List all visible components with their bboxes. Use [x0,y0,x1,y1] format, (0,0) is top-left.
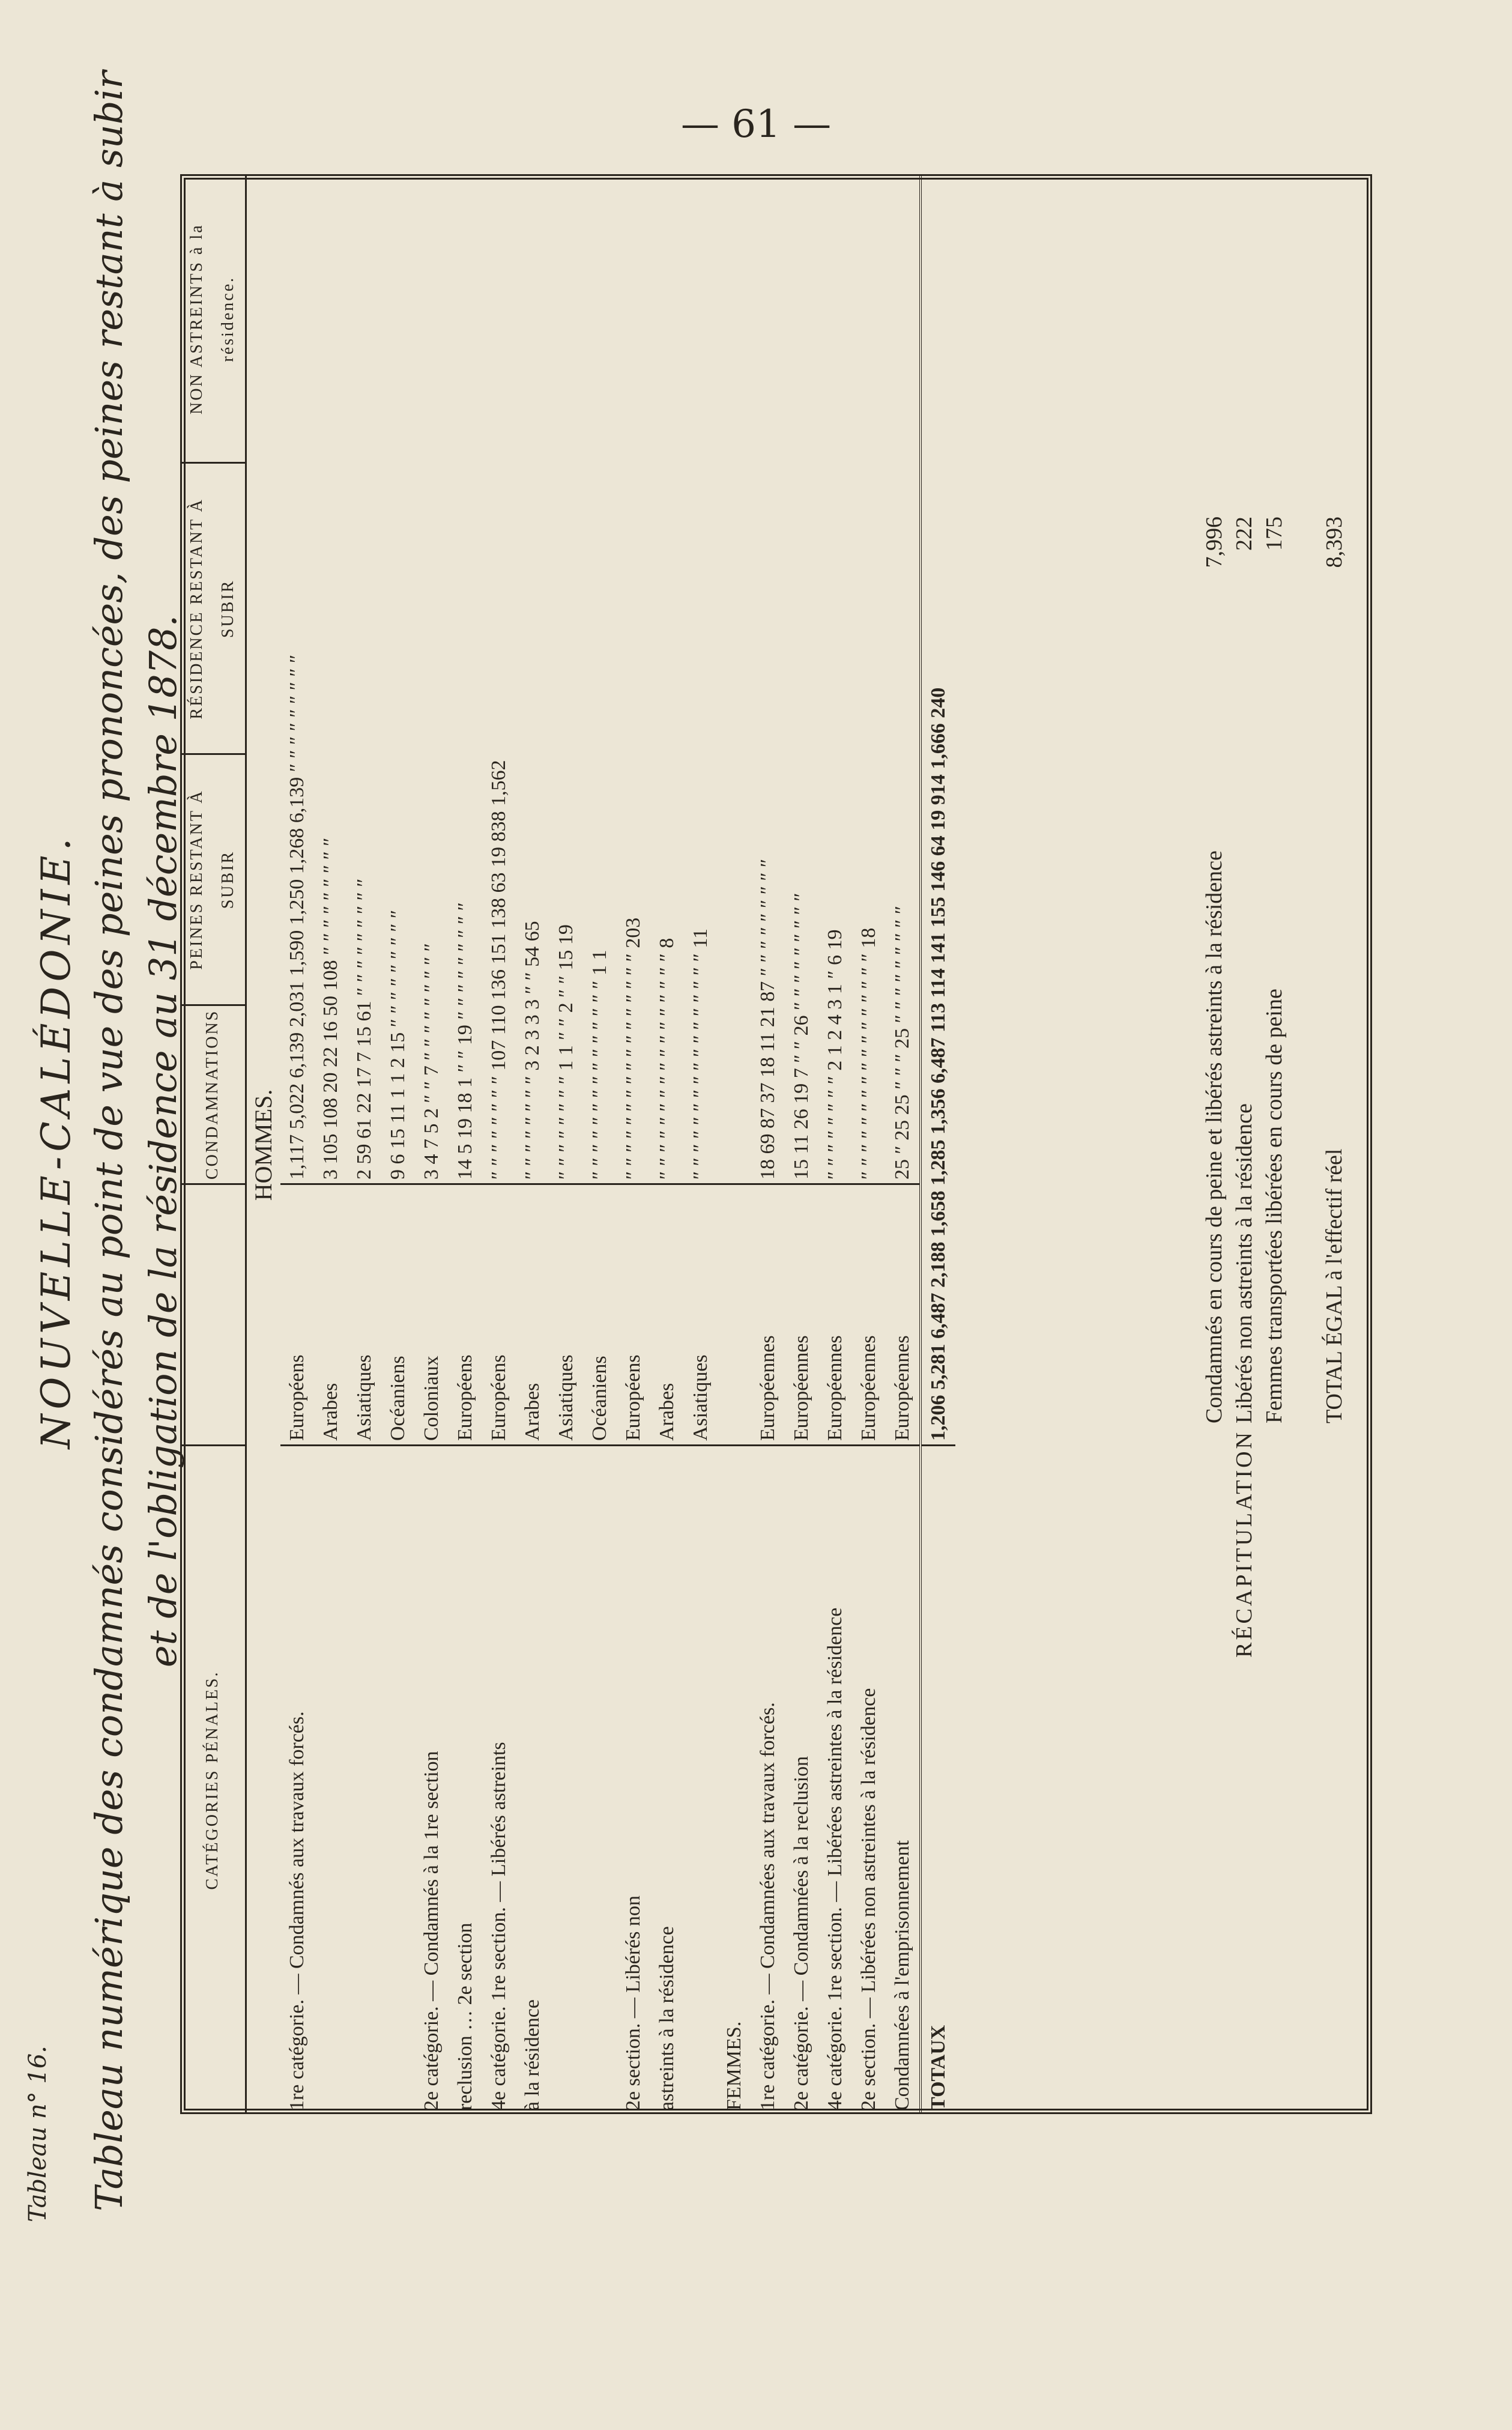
row-category [549,1446,583,2115]
row-subcategory: Européennes [751,1184,785,1446]
row-values: ″ ″ ″ ″ ″ ″ ″ ″ ″ ″ ″ ″ ″ ″ ″ ″ ″ 8 [650,175,684,1184]
row-subcategory: Asiatiques [684,1184,718,1446]
row-values: ″ ″ ″ ″ ″ ″ ″ ″ 3 2 3 3 3 ″ ″ 54 65 [516,175,549,1184]
header-sub [180,1184,246,1446]
row-category: 2e catégorie. — Condamnés à la 1re section [415,1446,449,2115]
row-category: 2e section. — Libérées non astreintes à la résidence [852,1446,886,2115]
row-values: 25 ″ 25 25 ″ ″ ″ 25 ″ ″ ″ ″ ″ ″ ″ ″ ″ [886,175,921,1184]
row-subcategory: Asiatiques [549,1184,583,1446]
table-row [314,175,348,2115]
header-residence: RÉSIDENCE RESTANT À SUBIR [180,463,246,754]
row-subcategory: Arabes [516,1184,549,1446]
row-values: 18 69 87 37 18 11 21 87 ″ ″ ″ ″ ″ ″ ″ ″ ″ [751,175,785,1184]
table-body [280,175,921,2115]
table-row [852,175,886,2115]
totals-values: 1,206 5,281 6,487 2,188 1,658 1,285 1,356 6,487 113 114 141 155 146 64 19 914 1,666 240 [921,175,955,1446]
row-category [684,1446,718,2115]
row-values: 1,117 5,022 6,139 2,031 1,590 1,250 1,268 6,139 ″ ″ ″ ″ ″ ″ ″ ″ ″ [280,175,314,1184]
row-values [718,175,751,1184]
row-values: 9 6 15 11 1 1 2 15 ″ ″ ″ ″ ″ ″ ″ ″ ″ [381,175,415,1184]
table-row [549,175,583,2115]
row-subcategory [718,1184,751,1446]
table-row [415,175,449,2115]
row-category [381,1446,415,2115]
row-category: à la résidence [516,1446,549,2115]
totals-label: TOTAUX [921,1446,955,2115]
row-subcategory: Européens [449,1184,482,1446]
row-category [314,1446,348,2115]
row-subcategory: Européens [482,1184,516,1446]
row-subcategory: Européens [280,1184,314,1446]
table-row [818,175,852,2115]
page-number: — 61 — [680,102,832,147]
row-values: 14 5 19 18 1 ″ ″ 19 ″ ″ ″ ″ ″ ″ ″ ″ ″ [449,175,482,1184]
row-values: ″ ″ ″ ″ ″ ″ ″ ″ 2 1 2 4 3 1 ″ 6 19 [818,175,852,1184]
header-categories: CATÉGORIES PÉNALES. [180,1446,246,2115]
row-category: 4e catégorie. 1re section. — Libérées astreintes à la résidence [818,1446,852,2115]
row-values: ″ ″ ″ ″ ″ ″ ″ ″ ″ ″ ″ ″ ″ ″ ″ ″ ″ 203 [617,175,650,1184]
table-row [886,175,921,2115]
row-subcategory: Européennes [886,1184,921,1446]
row-subcategory: Européens [617,1184,650,1446]
table-row [684,175,718,2115]
subtitle-line-1: Tableau numérique des condamnés considérés au point de vue des peines prononcées, des peines restant à subir [87,71,131,2211]
row-subcategory: Asiatiques [348,1184,381,1446]
row-category: astreints à la résidence [650,1446,684,2115]
row-subcategory: Européennes [852,1184,886,1446]
row-values: ″ ″ ″ ″ ″ ″ ″ ″ ″ ″ ″ ″ ″ ″ ″ ″ ″ 11 [684,175,718,1184]
row-subcategory: Européennes [818,1184,852,1446]
row-category: 1re catégorie. — Condamnées aux travaux forcés. [751,1446,785,2115]
table-row [381,175,415,2115]
row-category: 2e catégorie. — Condamnées à la reclusion [785,1446,818,2115]
table-row [516,175,549,2115]
row-category [583,1446,617,2115]
row-category: FEMMES. [718,1446,751,2115]
row-subcategory: Océaniens [381,1184,415,1446]
row-subcategory: Arabes [650,1184,684,1446]
row-category: reclusion … 2e section [449,1446,482,2115]
table-label: Tableau n° 16. [24,2046,52,2222]
table-row [348,175,381,2115]
recap-label: RÉCAPITULATION [1232,1430,1257,1658]
table-row [617,175,650,2115]
recap-block [1195,174,1351,2114]
recap-value-2: 222 [1232,517,1257,551]
row-values: ″ ″ ″ ″ ″ ″ ″ ″ ″ ″ ″ ″ ″ ″ ″ ″ ″ 18 [852,175,886,1184]
recap-total-label: TOTAL ÉGAL à l'effectif réel [1322,1148,1347,1423]
row-category: 1re catégorie. — Condamnés aux travaux forcés. [280,1446,314,2115]
row-values: 3 105 108 20 22 16 50 108 ″ ″ ″ ″ ″ ″ ″ ″ ″ [314,175,348,1184]
recap-item-3: Femmes transportées libérées en cours de peine [1262,989,1287,1423]
table-row [482,175,516,2115]
section-hommes: HOMMES. [246,175,281,2115]
totals-row [921,175,955,2115]
recap-item-1: Condamnés en cours de peine et libérés astreints à la résidence [1202,850,1227,1423]
header-peines: PEINES RESTANT À SUBIR [180,754,246,1005]
recap-item-2: Libérés non astreints à la résidence [1232,1103,1257,1423]
data-table [180,174,955,2114]
page-title: NOUVELLE-CALÉDONIE. [33,833,79,1449]
recap-total-value: 8,393 [1322,517,1347,568]
recap-value-1: 7,996 [1202,517,1227,568]
row-category: Condamnées à l'emprisonnement [886,1446,921,2115]
data-table-rotated [180,174,1372,2114]
header-non-astreints: NON ASTREINTS à la résidence. [180,175,246,463]
row-values: ″ ″ ″ ″ ″ ″ ″ ″ 107 110 136 151 138 63 19 838 1,562 [482,175,516,1184]
table-row [280,175,314,2115]
table-row [583,175,617,2115]
row-subcategory: Coloniaux [415,1184,449,1446]
row-values: 2 59 61 22 17 7 15 61 ″ ″ ″ ″ ″ ″ ″ ″ ″ [348,175,381,1184]
table-row [751,175,785,2115]
recap-value-3: 175 [1262,517,1287,551]
row-values: 3 4 7 5 2 ″ ″ 7 ″ ″ ″ ″ ″ ″ ″ ″ ″ [415,175,449,1184]
row-subcategory: Arabes [314,1184,348,1446]
row-category: 2e section. — Libérés non [617,1446,650,2115]
row-values: 15 11 26 19 7 ″ ″ 26 ″ ″ ″ ″ ″ ″ ″ ″ ″ [785,175,818,1184]
row-subcategory: Européennes [785,1184,818,1446]
table-row [718,175,751,2115]
table-row [785,175,818,2115]
row-category [348,1446,381,2115]
row-values: ″ ″ ″ ″ ″ ″ ″ ″ 1 1 ″ ″ 2 ″ ″ 15 19 [549,175,583,1184]
table-row [449,175,482,2115]
table-row [650,175,684,2115]
row-subcategory: Océaniens [583,1184,617,1446]
row-category: 4e catégorie. 1re section. — Libérés astreints [482,1446,516,2115]
row-values: ″ ″ ″ ″ ″ ″ ″ ″ ″ ″ ″ ″ ″ ″ ″ 1 1 [583,175,617,1184]
header-condamnations: CONDAMNATIONS [180,1005,246,1184]
subtitle-line-2: et de l'obligation de la résidence au 31 décembre 1878. [141,614,185,1668]
